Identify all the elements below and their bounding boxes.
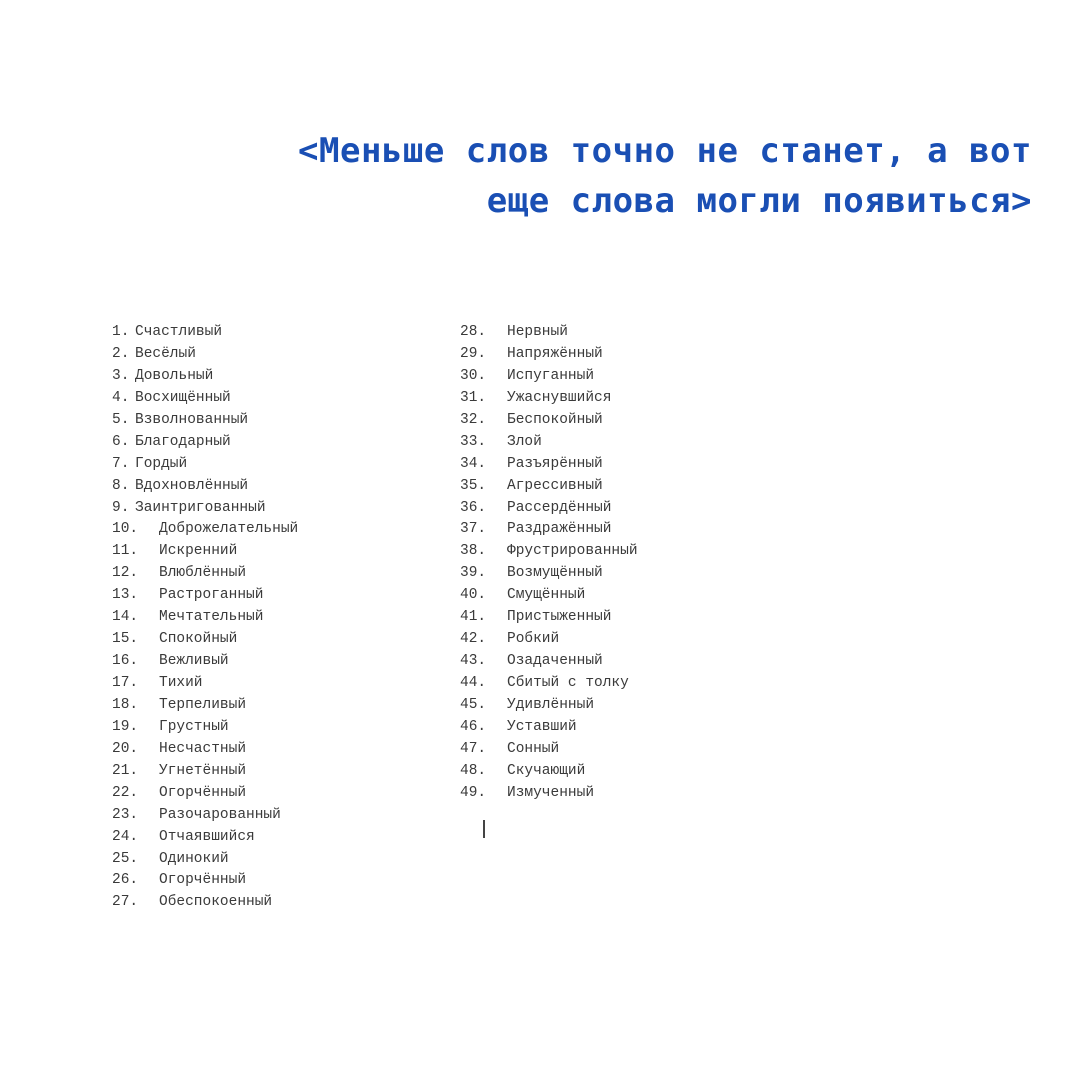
list-item-word: Напряжённый (507, 345, 603, 362)
list-item-word: Скучающий (507, 762, 586, 779)
list-item-number: 30. (460, 367, 487, 384)
list-item-number: 14. (112, 609, 139, 626)
list-item (460, 366, 790, 388)
list-item (460, 432, 790, 454)
list-item (112, 322, 442, 344)
list-item-number: 1. (112, 324, 130, 340)
list-item-word: Мечтательный (159, 609, 264, 626)
list-item (460, 629, 790, 651)
list-item-number: 4. (112, 389, 130, 406)
list-item (460, 739, 790, 761)
list-item (112, 651, 442, 673)
list-item-word: Разочарованный (159, 806, 281, 823)
list-item-number: 17. (112, 675, 139, 691)
list-item-number: 48. (460, 762, 487, 779)
list-item-number: 25. (112, 850, 139, 867)
list-item-number: 20. (112, 740, 139, 757)
list-item (112, 476, 442, 498)
list-item-word: Терпеливый (159, 696, 247, 713)
list-item (460, 717, 790, 739)
list-item-word: Огорчённый (159, 872, 247, 889)
list-item (460, 651, 790, 673)
list-item (112, 892, 442, 914)
list-item-word: Робкий (507, 631, 560, 648)
list-item-number: 40. (460, 587, 487, 604)
list-item (112, 870, 442, 892)
list-item (112, 541, 442, 563)
list-item-word: Гордый (135, 455, 188, 472)
list-item-word: Огорчённый (159, 784, 247, 801)
list-item-word: Угнетённый (159, 762, 247, 779)
list-item-number: 22. (112, 784, 139, 801)
list-item (112, 454, 442, 476)
list-item-word: Доброжелательный (159, 521, 299, 538)
list-item-word: Возмущённый (507, 565, 603, 582)
list-item-word: Благодарный (135, 433, 231, 450)
list-item-number: 45. (460, 696, 487, 713)
list-item-number: 6. (112, 433, 130, 450)
list-item-number: 23. (112, 806, 139, 823)
list-item (112, 717, 442, 739)
list-item-word: Тихий (159, 675, 203, 691)
list-item (460, 607, 790, 629)
list-item-number: 27. (112, 894, 139, 911)
list-item (460, 673, 790, 695)
list-item (112, 827, 442, 849)
list-item-number: 24. (112, 828, 139, 845)
emotion-list-right (460, 322, 790, 805)
list-item-word: Измученный (507, 784, 595, 801)
list-item-word: Растроганный (159, 587, 264, 604)
list-item-number: 32. (460, 411, 487, 428)
list-item-word: Спокойный (159, 631, 238, 648)
list-item-word: Фрустрированный (507, 543, 638, 560)
list-item-number: 2. (112, 345, 130, 362)
list-item (460, 541, 790, 563)
list-item (112, 366, 442, 388)
emotion-list-left (112, 322, 442, 914)
list-item-word: Рассердённый (507, 499, 612, 516)
list-item-word: Разъярённый (507, 455, 603, 472)
list-item-number: 12. (112, 565, 139, 582)
list-item (460, 476, 790, 498)
list-item (112, 673, 442, 695)
list-item-number: 41. (460, 609, 487, 626)
list-item (112, 695, 442, 717)
list-item-word: Агрессивный (507, 477, 603, 494)
list-item (460, 454, 790, 476)
list-item-word: Злой (507, 433, 542, 450)
list-item-number: 35. (460, 477, 487, 494)
list-item (112, 607, 442, 629)
list-item-number: 15. (112, 631, 139, 648)
list-item-number: 19. (112, 718, 139, 735)
list-item (112, 432, 442, 454)
list-item-word: Несчастный (159, 740, 247, 757)
list-item (460, 585, 790, 607)
list-item (112, 739, 442, 761)
list-item-word: Отчаявшийся (159, 828, 255, 845)
list-item (460, 563, 790, 585)
list-item-word: Беспокойный (507, 411, 603, 428)
list-item-word: Заинтригованный (135, 499, 266, 516)
list-item-word: Сбитый с толку (507, 675, 629, 691)
list-item-word: Уставший (507, 718, 577, 735)
list-item-number: 34. (460, 455, 487, 472)
list-item-number: 3. (112, 367, 130, 384)
list-item-word: Обеспокоенный (159, 894, 273, 911)
list-item-word: Сонный (507, 740, 560, 757)
list-item-word: Довольный (135, 367, 214, 384)
list-item-number: 49. (460, 784, 487, 801)
list-item-word: Нервный (507, 324, 568, 340)
list-item (460, 388, 790, 410)
list-item-number: 47. (460, 740, 487, 757)
list-item-number: 9. (112, 499, 130, 516)
list-item-word: Грустный (159, 718, 229, 735)
list-item (460, 761, 790, 783)
list-item-number: 38. (460, 543, 487, 560)
list-item-number: 37. (460, 521, 487, 538)
list-item-number: 10. (112, 521, 139, 538)
list-item-number: 18. (112, 696, 139, 713)
list-item-number: 26. (112, 872, 139, 889)
list-item-word: Взволнованный (135, 411, 249, 428)
list-item-word: Испуганный (507, 367, 595, 384)
list-item-number: 16. (112, 653, 139, 670)
list-item-number: 42. (460, 631, 487, 648)
list-item-number: 13. (112, 587, 139, 604)
list-item-word: Одинокий (159, 850, 229, 867)
list-item-word: Влюблённый (159, 565, 247, 582)
list-item-number: 29. (460, 345, 487, 362)
list-item-word: Раздражённый (507, 521, 612, 538)
list-item (112, 519, 442, 541)
list-item-number: 36. (460, 499, 487, 516)
list-item (460, 410, 790, 432)
list-item-number: 7. (112, 455, 130, 472)
list-item-word: Счастливый (135, 324, 223, 340)
list-item-number: 5. (112, 411, 130, 428)
list-item (112, 388, 442, 410)
list-item-number: 43. (460, 653, 487, 670)
list-item (460, 519, 790, 541)
list-item-number: 8. (112, 477, 130, 494)
list-item-number: 28. (460, 324, 487, 340)
list-item (460, 322, 790, 344)
list-item (460, 344, 790, 366)
list-item (112, 849, 442, 871)
list-item (112, 498, 442, 520)
list-item-word: Пристыженный (507, 609, 612, 626)
list-item (460, 695, 790, 717)
list-item-number: 21. (112, 762, 139, 779)
list-item-word: Вдохновлённый (135, 477, 249, 494)
page-heading (212, 126, 1032, 226)
list-item (112, 563, 442, 585)
list-item-number: 46. (460, 718, 487, 735)
list-item (112, 344, 442, 366)
list-item-word: Весёлый (135, 345, 196, 362)
heading-line-2: еще слова могли появиться> (486, 181, 1032, 221)
list-item-word: Искренний (159, 543, 238, 560)
list-item-number: 33. (460, 433, 487, 450)
list-item-word: Вежливый (159, 653, 229, 670)
list-item-number: 44. (460, 675, 487, 691)
list-item (112, 629, 442, 651)
list-item (460, 498, 790, 520)
list-item (112, 761, 442, 783)
list-item (112, 410, 442, 432)
list-item-number: 31. (460, 389, 487, 406)
list-item-word: Ужаснувшийся (507, 389, 612, 406)
list-item-word: Смущённый (507, 587, 586, 604)
list-item-word: Озадаченный (507, 653, 603, 670)
list-item (112, 783, 442, 805)
list-item (460, 783, 790, 805)
list-item (112, 805, 442, 827)
list-item-number: 39. (460, 565, 487, 582)
list-item-word: Восхищённый (135, 389, 231, 406)
list-item (112, 585, 442, 607)
heading-line-1: <Меньше слов точно не станет, а вот (298, 131, 1032, 171)
text-cursor (483, 820, 485, 838)
list-item-word: Удивлённый (507, 696, 595, 713)
list-item-number: 11. (112, 543, 139, 560)
